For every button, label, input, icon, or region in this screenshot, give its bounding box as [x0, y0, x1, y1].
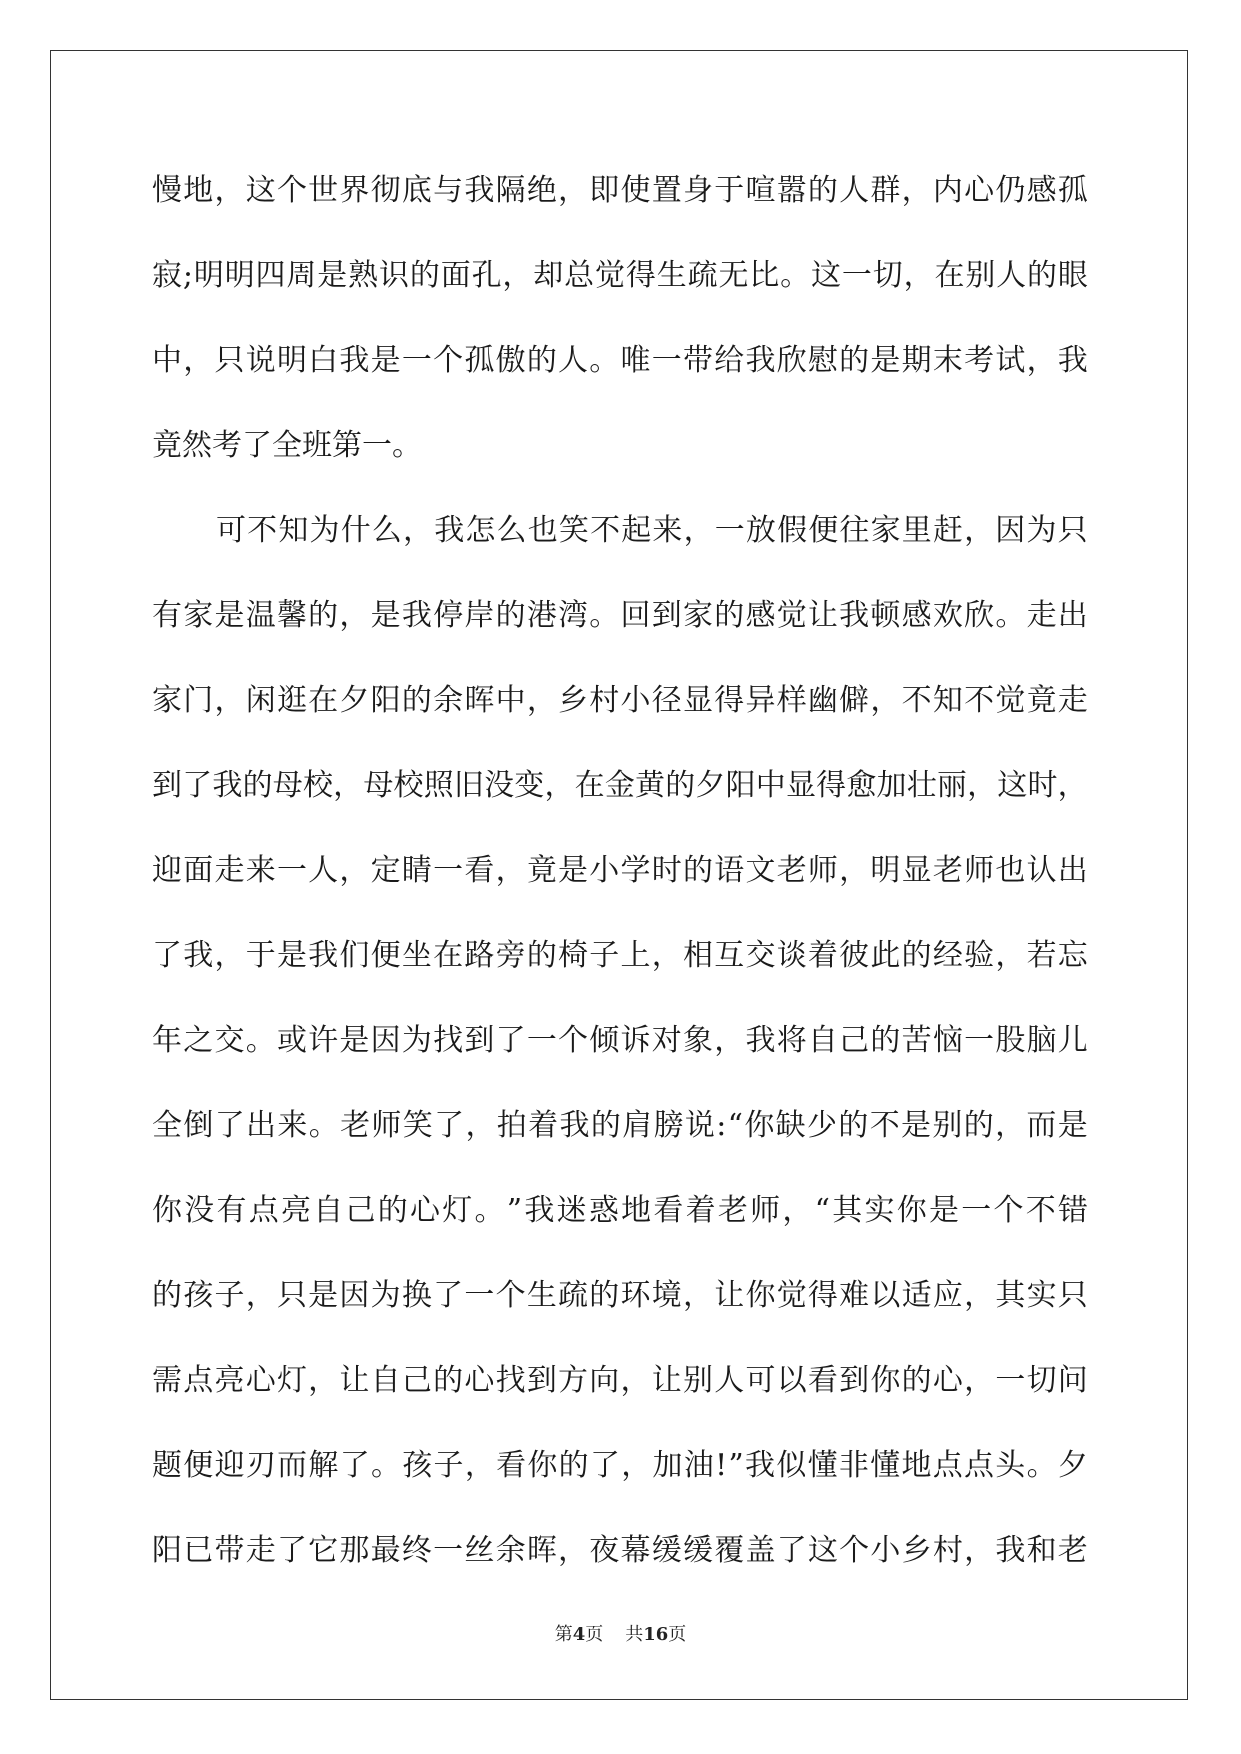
total-pages-number: 16: [643, 1624, 669, 1645]
total-label-suffix: 页: [668, 1624, 687, 1645]
text-line: 寂 ; 明 明 四 周 是 熟 识 的 面 孔 ， 却 总 觉 得 生 疏 无 比 。 这 一 切 ， 在 别 人 的 眼: [152, 258, 1088, 293]
text-line: 有 家 是 温 馨 的 ， 是 我 停 岸 的 港 湾 。 回 到 家 的 感 觉 让 我 顿 感 欢 欣 。 走 出: [152, 598, 1088, 633]
text-line: 的 孩 子 ， 只 是 因 为 换 了 一 个 生 疏 的 环 境 ， 让 你 觉 得 难 以 适 应 ， 其 实 只: [152, 1278, 1088, 1313]
page-footer: [0, 1620, 1241, 1646]
text-line: 中 ， 只 说 明 白 我 是 一 个 孤 傲 的 人 。 唯 一 带 给 我 欣 慰 的 是 期 末 考 试 ， 我: [152, 343, 1088, 378]
document-body: [152, 148, 1088, 1593]
total-label-prefix: 共: [625, 1624, 644, 1645]
text-line: 竟然考了全班第一。: [152, 428, 422, 463]
text-line: 阳 已 带 走 了 它 那 最 终 一 丝 余 晖 ， 夜 幕 缓 缓 覆 盖 了 这 个 小 乡 村 ， 我 和 老: [152, 1533, 1088, 1568]
text-line: 全 倒 了 出 来 。 老 师 笑 了 ， 拍 着 我 的 肩 膀 说 : “ 你 缺 少 的 不 是 别 的 ， 而 是: [152, 1108, 1088, 1143]
text-line: 慢 地 ， 这 个 世 界 彻 底 与 我 隔 绝 ， 即 使 置 身 于 喧 嚣 的 人 群 ， 内 心 仍 感 孤: [152, 173, 1088, 208]
current-page-number: 4: [572, 1624, 586, 1645]
page-label-prefix: 第: [554, 1624, 573, 1645]
text-line: 年 之 交 。 或 许 是 因 为 找 到 了 一 个 倾 诉 对 象 ， 我 将 自 己 的 苦 恼 一 股 脑 儿: [152, 1023, 1088, 1058]
text-line: 需 点 亮 心 灯 ， 让 自 己 的 心 找 到 方 向 ， 让 别 人 可 以 看 到 你 的 心 ， 一 切 问: [152, 1363, 1088, 1398]
page-label-suffix: 页: [585, 1624, 604, 1645]
text-line: 题 便 迎 刃 而 解 了 。 孩 子 ， 看 你 的 了 ， 加 油 ! ” 我 似 懂 非 懂 地 点 点 头 。 夕: [152, 1448, 1088, 1483]
text-line: 你 没 有 点 亮 自 己 的 心 灯 。 ” 我 迷 惑 地 看 着 老 师 ， “ 其 实 你 是 一 个 不 错: [152, 1193, 1088, 1228]
text-line: 可 不 知 为 什 么 ， 我 怎 么 也 笑 不 起 来 ， 一 放 假 便 往 家 里 赶 ， 因 为 只: [216, 513, 1088, 548]
text-line: 了 我 ， 于 是 我 们 便 坐 在 路 旁 的 椅 子 上 ， 相 互 交 谈 着 彼 此 的 经 验 ， 若 忘: [152, 938, 1088, 973]
text-line: 家 门 ， 闲 逛 在 夕 阳 的 余 晖 中 ， 乡 村 小 径 显 得 异 样 幽 僻 ， 不 知 不 觉 竟 走: [152, 683, 1088, 718]
text-line: 迎 面 走 来 一 人 ， 定 睛 一 看 ， 竟 是 小 学 时 的 语 文 老 师 ， 明 显 老 师 也 认 出: [152, 853, 1088, 888]
text-line: 到 了 我 的 母 校 ， 母 校 照 旧 没 变 ， 在 金 黄 的 夕 阳 中 显 得 愈 加 壮 丽 ， 这 时 ，: [152, 768, 1088, 803]
